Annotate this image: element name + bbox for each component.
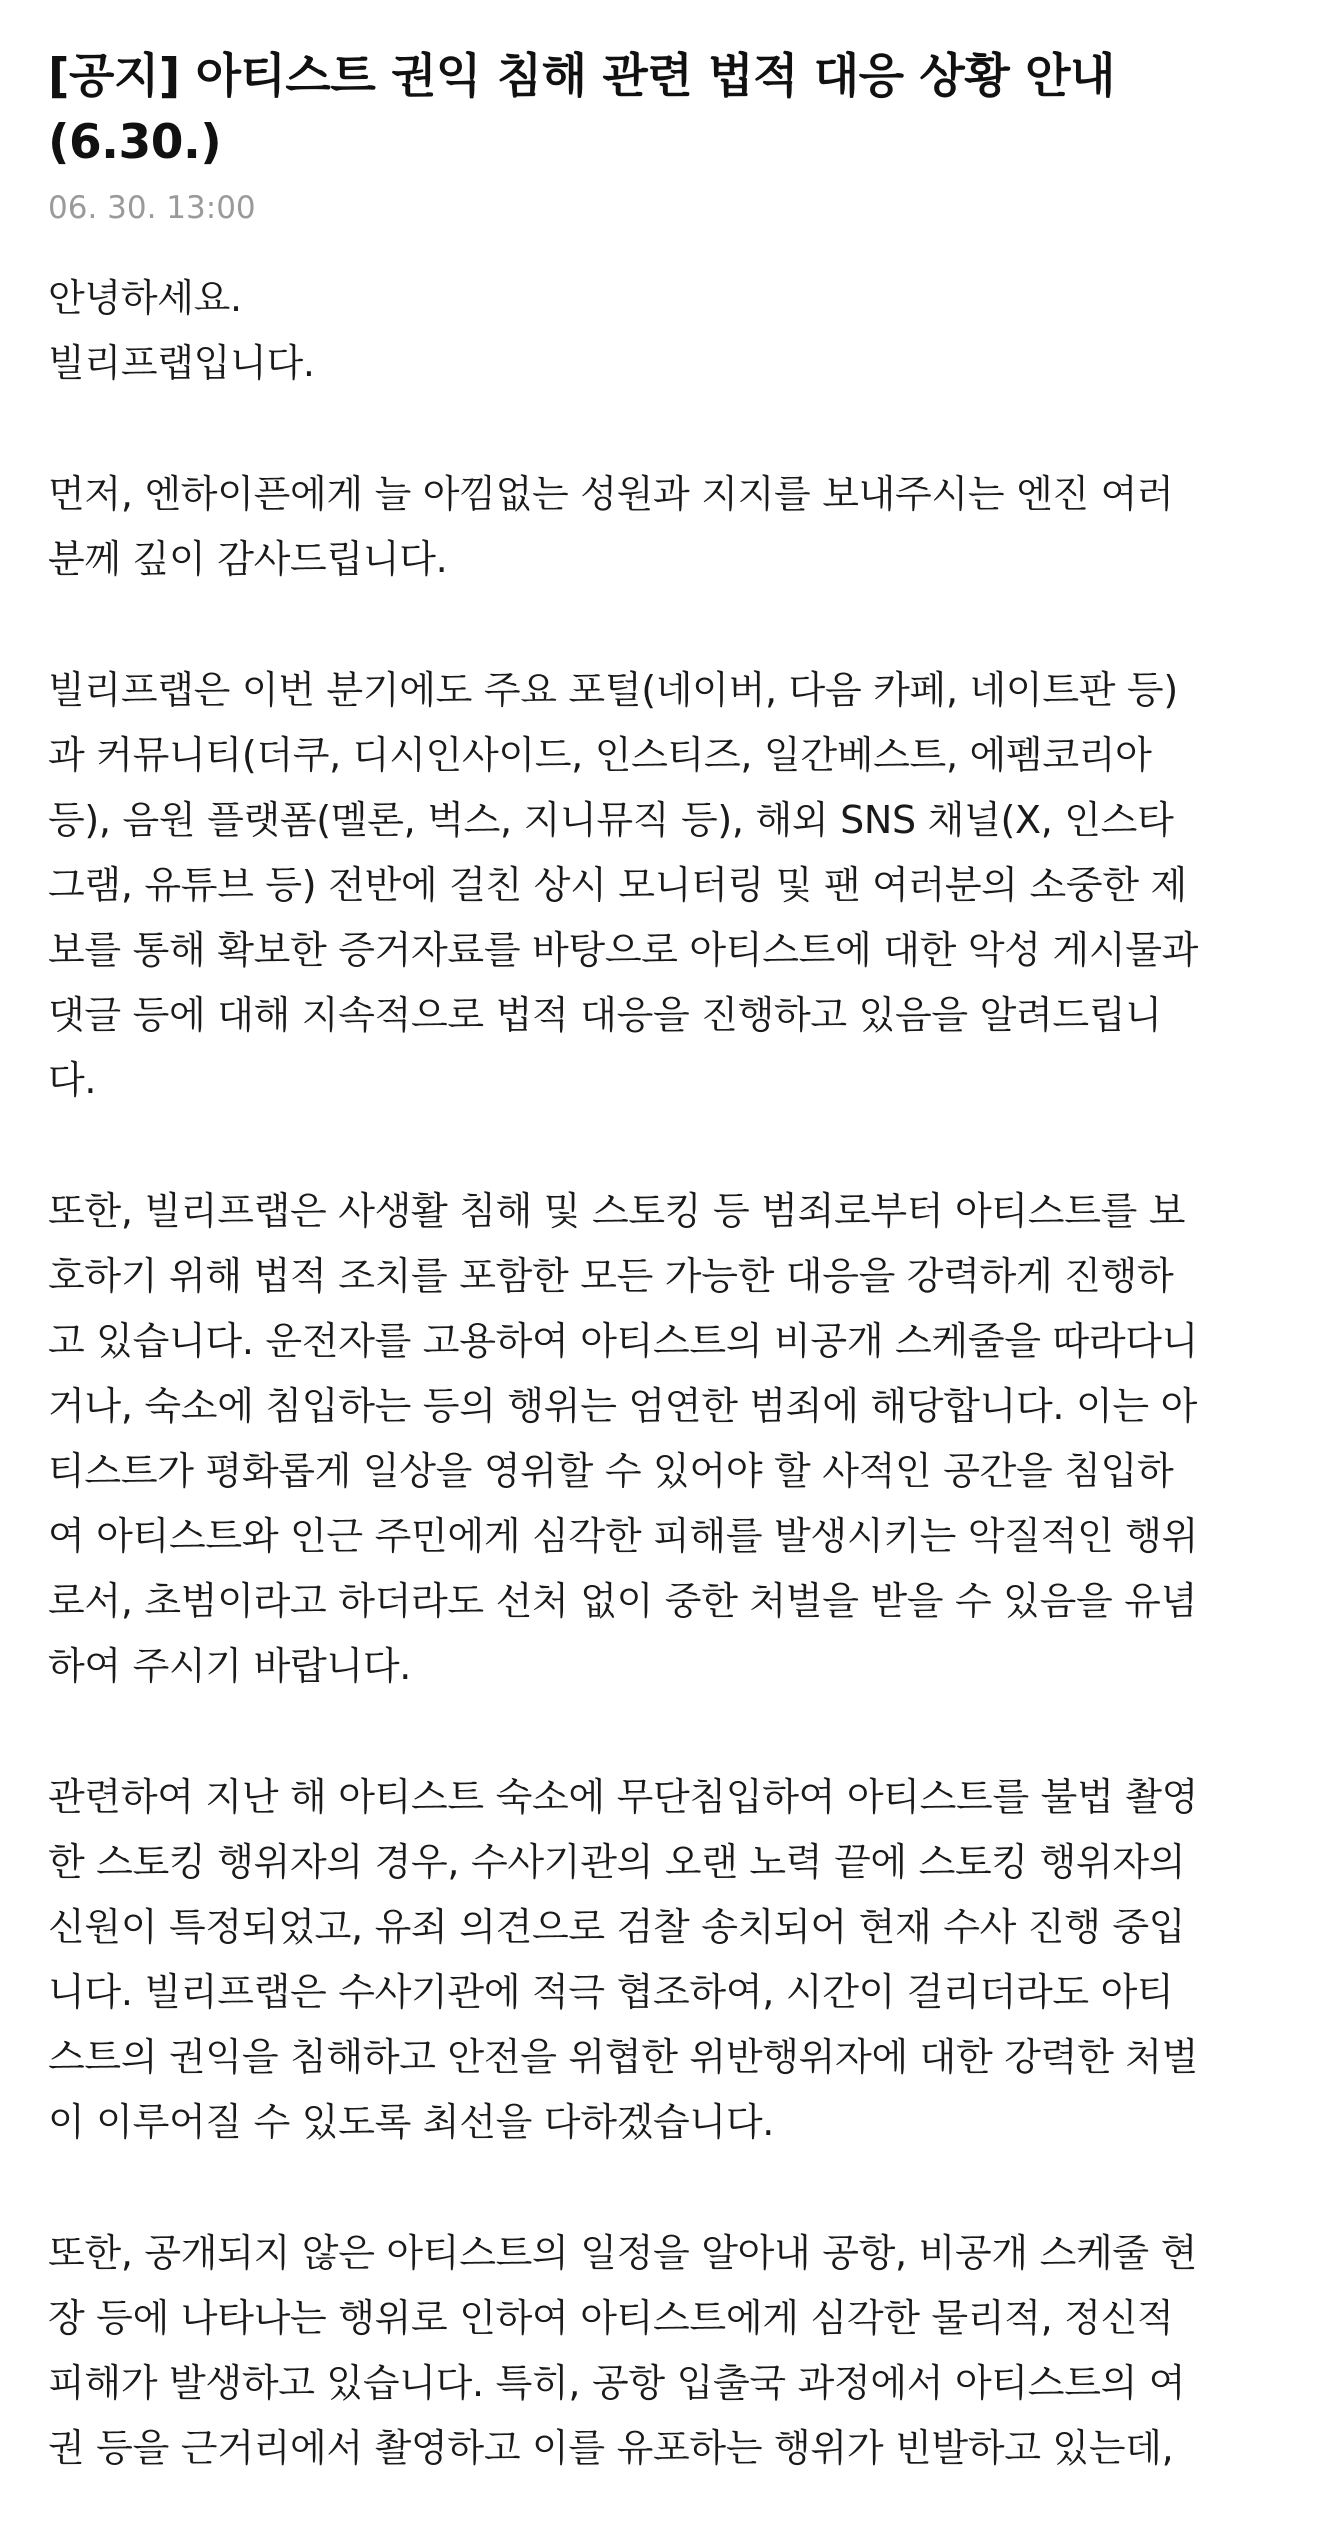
paragraph-line: 관련하여 지난 해 아티스트 숙소에 무단침입하여 아티스트를 불법 촬영	[48, 1775, 1199, 1819]
notice-paragraph	[48, 462, 1278, 592]
paragraph-line: 그램, 유튜브 등) 전반에 걸친 상시 모니터링 및 팬 여러분의 소중한 제	[48, 863, 1187, 907]
notice-title-line: (6.30.)	[48, 115, 222, 170]
paragraph-line: 권 등을 근거리에서 촬영하고 이를 유포하는 행위가 빈발하고 있는데,	[48, 2426, 1174, 2470]
paragraph-line: 또한, 공개되지 않은 아티스트의 일정을 알아내 공항, 비공개 스케줄 현	[48, 2231, 1197, 2275]
notice-body	[48, 266, 1278, 2481]
paragraph-line: 티스트가 평화롭게 일상을 영위할 수 있어야 할 사적인 공간을 침입하	[48, 1449, 1174, 1493]
notice-date: 06. 30. 13:00	[48, 190, 256, 226]
notice-title-line: [공지] 아티스트 권익 침해 관련 법적 대응 상황 안내	[48, 49, 1115, 104]
paragraph-line: 스트의 권익을 침해하고 안전을 위협한 위반행위자에 대한 강력한 처벌	[48, 2035, 1199, 2079]
paragraph-line: 장 등에 나타나는 행위로 인하여 아티스트에게 심각한 물리적, 정신적	[48, 2296, 1174, 2340]
notice-paragraph	[48, 2221, 1278, 2481]
notice-article	[48, 44, 1278, 2547]
notice-paragraph	[48, 1179, 1278, 1699]
paragraph-line: 이 이루어질 수 있도록 최선을 다하겠습니다.	[48, 2100, 775, 2144]
notice-paragraph	[48, 266, 1278, 396]
paragraph-line: 안녕하세요.	[48, 276, 242, 320]
paragraph-line: 댓글 등에 대해 지속적으로 법적 대응을 진행하고 있음을 알려드립니	[48, 993, 1162, 1037]
paragraph-line: 신원이 특정되었고, 유죄 의견으로 검찰 송치되어 현재 수사 진행 중입	[48, 1905, 1186, 1949]
paragraph-line: 빌리프랩입니다.	[48, 341, 315, 385]
paragraph-line: 과 커뮤니티(더쿠, 디시인사이드, 인스티즈, 일간베스트, 에펨코리아	[48, 733, 1152, 777]
notice-title	[48, 44, 1278, 176]
paragraph-line: 피해가 발생하고 있습니다. 특히, 공항 입출국 과정에서 아티스트의 여	[48, 2361, 1186, 2405]
paragraph-line: 고 있습니다. 운전자를 고용하여 아티스트의 비공개 스케줄을 따라다니	[48, 1319, 1199, 1363]
paragraph-line: 보를 통해 확보한 증거자료를 바탕으로 아티스트에 대한 악성 게시물과	[48, 928, 1199, 972]
paragraph-line: 니다. 빌리프랩은 수사기관에 적극 협조하여, 시간이 걸리더라도 아티	[48, 1970, 1174, 2014]
paragraph-line: 호하기 위해 법적 조치를 포함한 모든 가능한 대응을 강력하게 진행하	[48, 1254, 1174, 1298]
paragraph-line: 다.	[48, 1058, 97, 1102]
paragraph-line: 등), 음원 플랫폼(멜론, 벅스, 지니뮤직 등), 해외 SNS 채널(X, 인스타	[48, 798, 1174, 842]
paragraph-line: 로서, 초범이라고 하더라도 선처 없이 중한 처벌을 받을 수 있음을 유념	[48, 1579, 1197, 1623]
paragraph-line: 빌리프랩은 이번 분기에도 주요 포털(네이버, 다음 카페, 네이트판 등)	[48, 668, 1178, 712]
paragraph-line: 여 아티스트와 인근 주민에게 심각한 피해를 발생시키는 악질적인 행위	[48, 1514, 1199, 1558]
paragraph-line: 거나, 숙소에 침입하는 등의 행위는 엄연한 범죄에 해당합니다. 이는 아	[48, 1384, 1197, 1428]
paragraph-line: 분께 깊이 감사드립니다.	[48, 537, 448, 581]
paragraph-line: 먼저, 엔하이픈에게 늘 아낌없는 성원과 지지를 보내주시는 엔진 여러	[48, 472, 1174, 516]
paragraph-line: 하여 주시기 바랍니다.	[48, 1644, 412, 1688]
notice-paragraph	[48, 658, 1278, 1113]
paragraph-line: 또한, 빌리프랩은 사생활 침해 및 스토킹 등 범죄로부터 아티스트를 보	[48, 1189, 1186, 1233]
paragraph-line: 한 스토킹 행위자의 경우, 수사기관의 오랜 노력 끝에 스토킹 행위자의	[48, 1840, 1186, 1884]
notice-paragraph	[48, 1765, 1278, 2155]
